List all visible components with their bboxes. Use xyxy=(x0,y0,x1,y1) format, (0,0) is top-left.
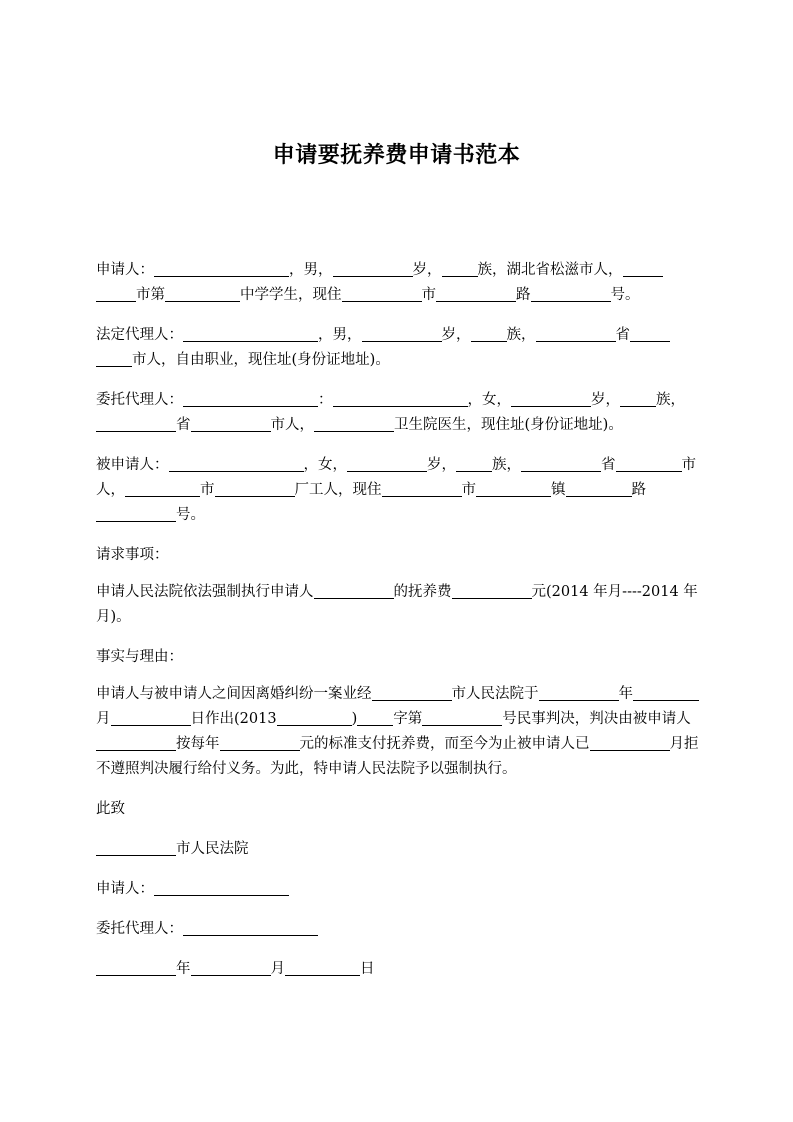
applicant-paragraph xyxy=(96,258,701,308)
blank-field[interactable] xyxy=(183,389,318,407)
text-fragment: 日 xyxy=(360,961,375,977)
applicant-signature-line xyxy=(96,877,701,902)
text-fragment: 申请人： xyxy=(96,881,154,897)
text-fragment: ，女， xyxy=(303,457,347,473)
blank-field[interactable] xyxy=(183,324,318,342)
blank-field[interactable] xyxy=(630,324,670,342)
blank-field[interactable] xyxy=(456,454,492,472)
text-fragment: 委托代理人： xyxy=(96,921,183,937)
blank-field[interactable] xyxy=(169,454,304,472)
text-fragment: 市人民法院于 xyxy=(451,686,539,702)
document-title: 申请要抚养费申请书范本 xyxy=(272,143,521,168)
blank-field[interactable] xyxy=(566,479,606,497)
text-fragment: 中学学生，现住 xyxy=(240,287,342,303)
blank-field[interactable] xyxy=(471,324,507,342)
facts-paragraph xyxy=(96,682,701,782)
blank-field[interactable] xyxy=(191,958,271,976)
blank-field[interactable] xyxy=(362,324,442,342)
text-fragment: 族， xyxy=(506,327,536,343)
blank-field[interactable] xyxy=(154,259,289,277)
text-fragment: 号。 xyxy=(176,507,205,523)
text-fragment: 市第 xyxy=(136,287,165,303)
blank-field[interactable] xyxy=(442,259,478,277)
blank-field[interactable] xyxy=(111,708,191,726)
text-fragment: 路 xyxy=(516,287,531,303)
facts-heading: 事实与理由： xyxy=(96,649,183,665)
blank-field[interactable] xyxy=(521,454,601,472)
text-fragment: 岁， xyxy=(412,262,442,278)
request-heading: 请求事项： xyxy=(96,547,169,563)
text-fragment: 省 xyxy=(176,417,191,433)
text-fragment: ，女， xyxy=(467,392,511,408)
blank-field[interactable] xyxy=(333,259,413,277)
text-fragment: 市人，自由职业，现住址(身份证地址)。 xyxy=(132,352,390,368)
blank-field[interactable] xyxy=(96,733,176,751)
text-fragment: 的抚养费 xyxy=(393,584,452,600)
blank-field[interactable] xyxy=(531,284,611,302)
blank-field[interactable] xyxy=(342,284,422,302)
blank-field[interactable] xyxy=(215,479,295,497)
blank-field[interactable] xyxy=(96,349,132,367)
blank-field[interactable] xyxy=(314,414,394,432)
text-fragment: 月拒不遵照判决履行给付义务。为此，特申请人民法院予以强制执行。 xyxy=(96,736,699,777)
legal-agent-label: 法定代理人： xyxy=(96,327,183,343)
court-line xyxy=(96,837,701,862)
text-fragment: 日作出(2013 xyxy=(190,711,277,727)
text-fragment: 市 xyxy=(461,482,476,498)
text-fragment: 省 xyxy=(615,327,630,343)
text-fragment: 市人民法院 xyxy=(176,841,249,857)
blank-field[interactable] xyxy=(452,581,532,599)
text-fragment: 号。 xyxy=(610,287,640,303)
blank-field[interactable] xyxy=(623,259,663,277)
text-fragment: 按每年 xyxy=(176,736,220,752)
blank-field[interactable] xyxy=(476,479,551,497)
text-fragment: 省 xyxy=(601,457,616,473)
blank-field[interactable] xyxy=(659,683,699,701)
text-fragment: 卫生院医生，现住址(身份证地址)。 xyxy=(394,417,623,433)
blank-field[interactable] xyxy=(633,683,659,701)
text-fragment: 号民事判决，判决由被申请人 xyxy=(502,711,691,727)
blank-field[interactable] xyxy=(620,389,656,407)
blank-field[interactable] xyxy=(347,454,427,472)
text-fragment: 市人， xyxy=(270,417,314,433)
respondent-label: 被申请人： xyxy=(96,457,169,473)
text-fragment: 申请人与被申请人之间因离婚纠纷一案业经 xyxy=(96,686,372,702)
text-fragment: 族，湖北省松滋市人， xyxy=(477,262,623,278)
text-fragment: 路 xyxy=(631,482,646,498)
text-fragment: 月 xyxy=(270,961,285,977)
text-fragment: 岁， xyxy=(591,392,620,408)
text-fragment: 市 xyxy=(421,287,436,303)
date-line xyxy=(96,957,701,982)
blank-field[interactable] xyxy=(191,414,271,432)
agent-signature-line xyxy=(96,917,701,942)
text-fragment: 月 xyxy=(96,711,111,727)
respondent-paragraph xyxy=(96,453,701,528)
text-fragment: 元(2014 年月----2014 年月)。 xyxy=(96,584,698,625)
text-fragment: 岁， xyxy=(441,327,471,343)
blank-field[interactable] xyxy=(96,504,176,522)
document-body xyxy=(96,258,701,997)
text-fragment: ) xyxy=(351,711,358,727)
text-fragment: 族， xyxy=(492,457,521,473)
entrusted-agent-paragraph xyxy=(96,388,701,438)
blank-field[interactable] xyxy=(125,479,200,497)
blank-field[interactable] xyxy=(96,414,176,432)
entrusted-agent-label: 委托代理人： xyxy=(96,392,183,408)
blank-field[interactable] xyxy=(436,284,516,302)
blank-field[interactable] xyxy=(165,284,240,302)
blank-field[interactable] xyxy=(333,389,468,407)
blank-field[interactable] xyxy=(372,683,452,701)
text-fragment: ： xyxy=(318,392,333,408)
text-fragment: 年 xyxy=(176,961,191,977)
blank-field[interactable] xyxy=(96,958,176,976)
text-fragment: 申请人民法院依法强制执行申请人 xyxy=(96,584,314,600)
text-fragment: 字第 xyxy=(393,711,423,727)
closing-text: 此致 xyxy=(96,801,125,817)
legal-agent-paragraph xyxy=(96,323,701,373)
blank-field[interactable] xyxy=(277,708,352,726)
blank-field[interactable] xyxy=(422,708,502,726)
blank-field[interactable] xyxy=(590,733,670,751)
text-fragment: 市人， xyxy=(96,457,696,498)
blank-field[interactable] xyxy=(314,581,394,599)
text-fragment: 厂工人，现住 xyxy=(294,482,382,498)
blank-field[interactable] xyxy=(220,733,300,751)
blank-field[interactable] xyxy=(96,838,176,856)
blank-field[interactable] xyxy=(154,878,289,896)
blank-field[interactable] xyxy=(616,454,656,472)
blank-field[interactable] xyxy=(357,708,393,726)
blank-field[interactable] xyxy=(285,958,360,976)
text-fragment: 族， xyxy=(656,392,685,408)
text-fragment: 镇 xyxy=(551,482,566,498)
blank-field[interactable] xyxy=(96,284,136,302)
text-fragment: 市 xyxy=(200,482,215,498)
text-fragment: 岁， xyxy=(427,457,456,473)
blank-field[interactable] xyxy=(606,479,632,497)
text-fragment: ，男， xyxy=(289,262,333,278)
blank-field[interactable] xyxy=(511,389,591,407)
blank-field[interactable] xyxy=(183,918,318,936)
blank-field[interactable] xyxy=(539,683,619,701)
applicant-label: 申请人： xyxy=(96,262,154,278)
blank-field[interactable] xyxy=(536,324,616,342)
blank-field[interactable] xyxy=(656,454,682,472)
request-paragraph xyxy=(96,580,701,630)
text-fragment: ，男， xyxy=(318,327,362,343)
text-fragment: 年 xyxy=(618,686,633,702)
blank-field[interactable] xyxy=(382,479,462,497)
text-fragment: 元的标准支付抚养费，而至今为止被申请人已 xyxy=(299,736,590,752)
